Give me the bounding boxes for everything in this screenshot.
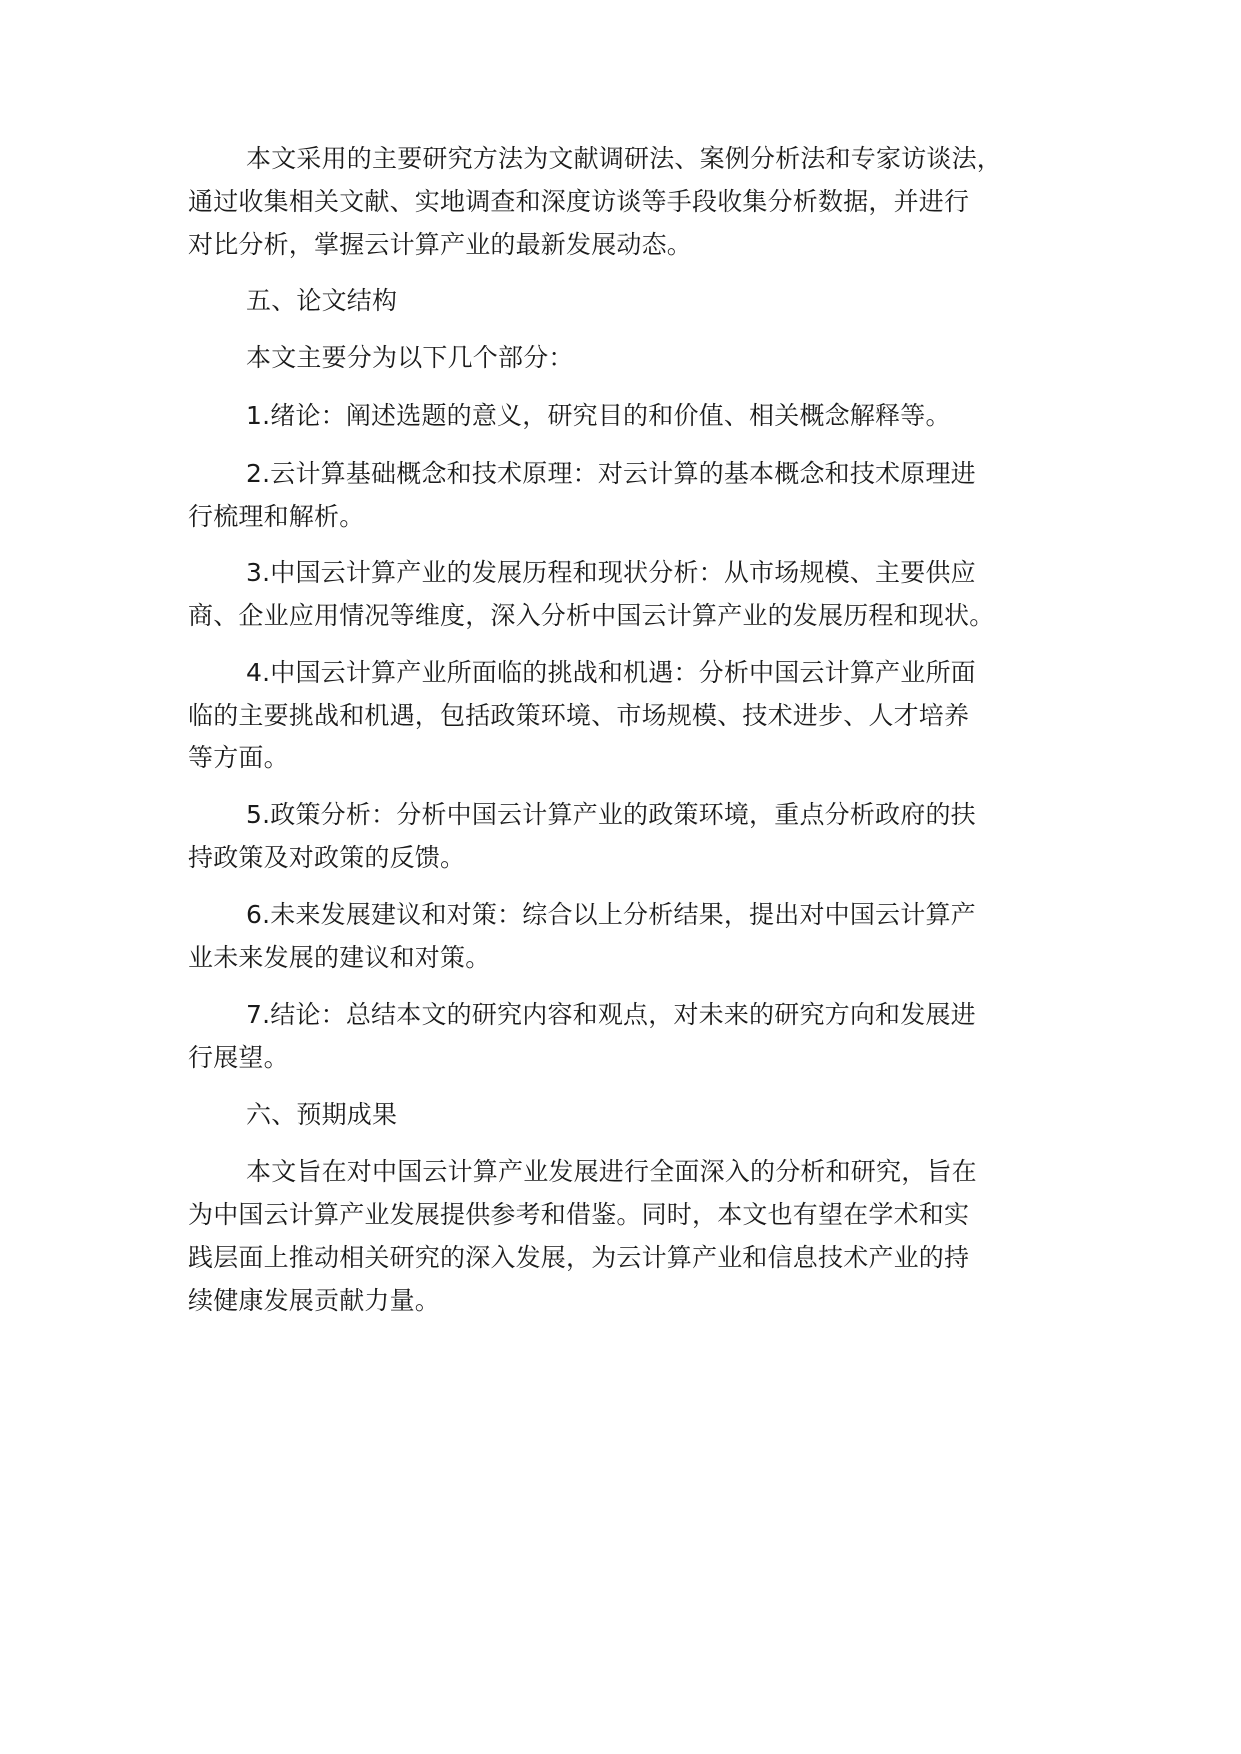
list-item: 1.绪论：阐述选题的意义，研究目的和价值、相关概念解释等。: [246, 401, 951, 430]
list-item: 3.中国云计算产业的发展历程和现状分析：从市场规模、主要供应: [246, 558, 976, 587]
list-item: 2.云计算基础概念和技术原理：对云计算的基本概念和技术原理进: [246, 459, 976, 488]
list-item: 6.未来发展建议和对策：综合以上分析结果，提出对中国云计算产: [246, 900, 976, 929]
paragraph-line: 续健康发展贡献力量。: [188, 1286, 441, 1315]
paragraph-line: 本文旨在对中国云计算产业发展进行全面深入的分析和研究，旨在: [246, 1157, 977, 1186]
list-item-continuation: 等方面。: [188, 743, 289, 772]
list-item-continuation: 行梳理和解析。: [188, 502, 365, 531]
paragraph-line: 通过收集相关文献、实地调查和深度访谈等手段收集分析数据，并进行: [188, 187, 970, 216]
paragraph-line: 对比分析，掌握云计算产业的最新发展动态。: [188, 230, 693, 259]
section-heading: 六、预期成果: [246, 1100, 398, 1129]
paragraph-line: 本文采用的主要研究方法为文献调研法、案例分析法和专家访谈法，: [246, 144, 1003, 173]
list-item: 5.政策分析：分析中国云计算产业的政策环境，重点分析政府的扶: [246, 800, 976, 829]
list-item: 7.结论：总结本文的研究内容和观点，对未来的研究方向和发展进: [246, 1000, 976, 1029]
paragraph-line: 本文主要分为以下几个部分：: [246, 343, 574, 372]
list-item-continuation: 行展望。: [188, 1043, 289, 1072]
list-item-continuation: 业未来发展的建议和对策。: [188, 943, 491, 972]
paragraph-line: 践层面上推动相关研究的深入发展，为云计算产业和信息技术产业的持: [188, 1243, 970, 1272]
list-item-continuation: 持政策及对政策的反馈。: [188, 843, 466, 872]
section-heading: 五、论文结构: [246, 286, 398, 315]
list-item-continuation: 商、企业应用情况等维度，深入分析中国云计算产业的发展历程和现状。: [188, 601, 995, 630]
list-item: 4.中国云计算产业所面临的挑战和机遇：分析中国云计算产业所面: [246, 658, 976, 687]
list-item-continuation: 临的主要挑战和机遇，包括政策环境、市场规模、技术进步、人才培养: [188, 701, 970, 730]
paragraph-line: 为中国云计算产业发展提供参考和借鉴。同时，本文也有望在学术和实: [188, 1200, 970, 1229]
